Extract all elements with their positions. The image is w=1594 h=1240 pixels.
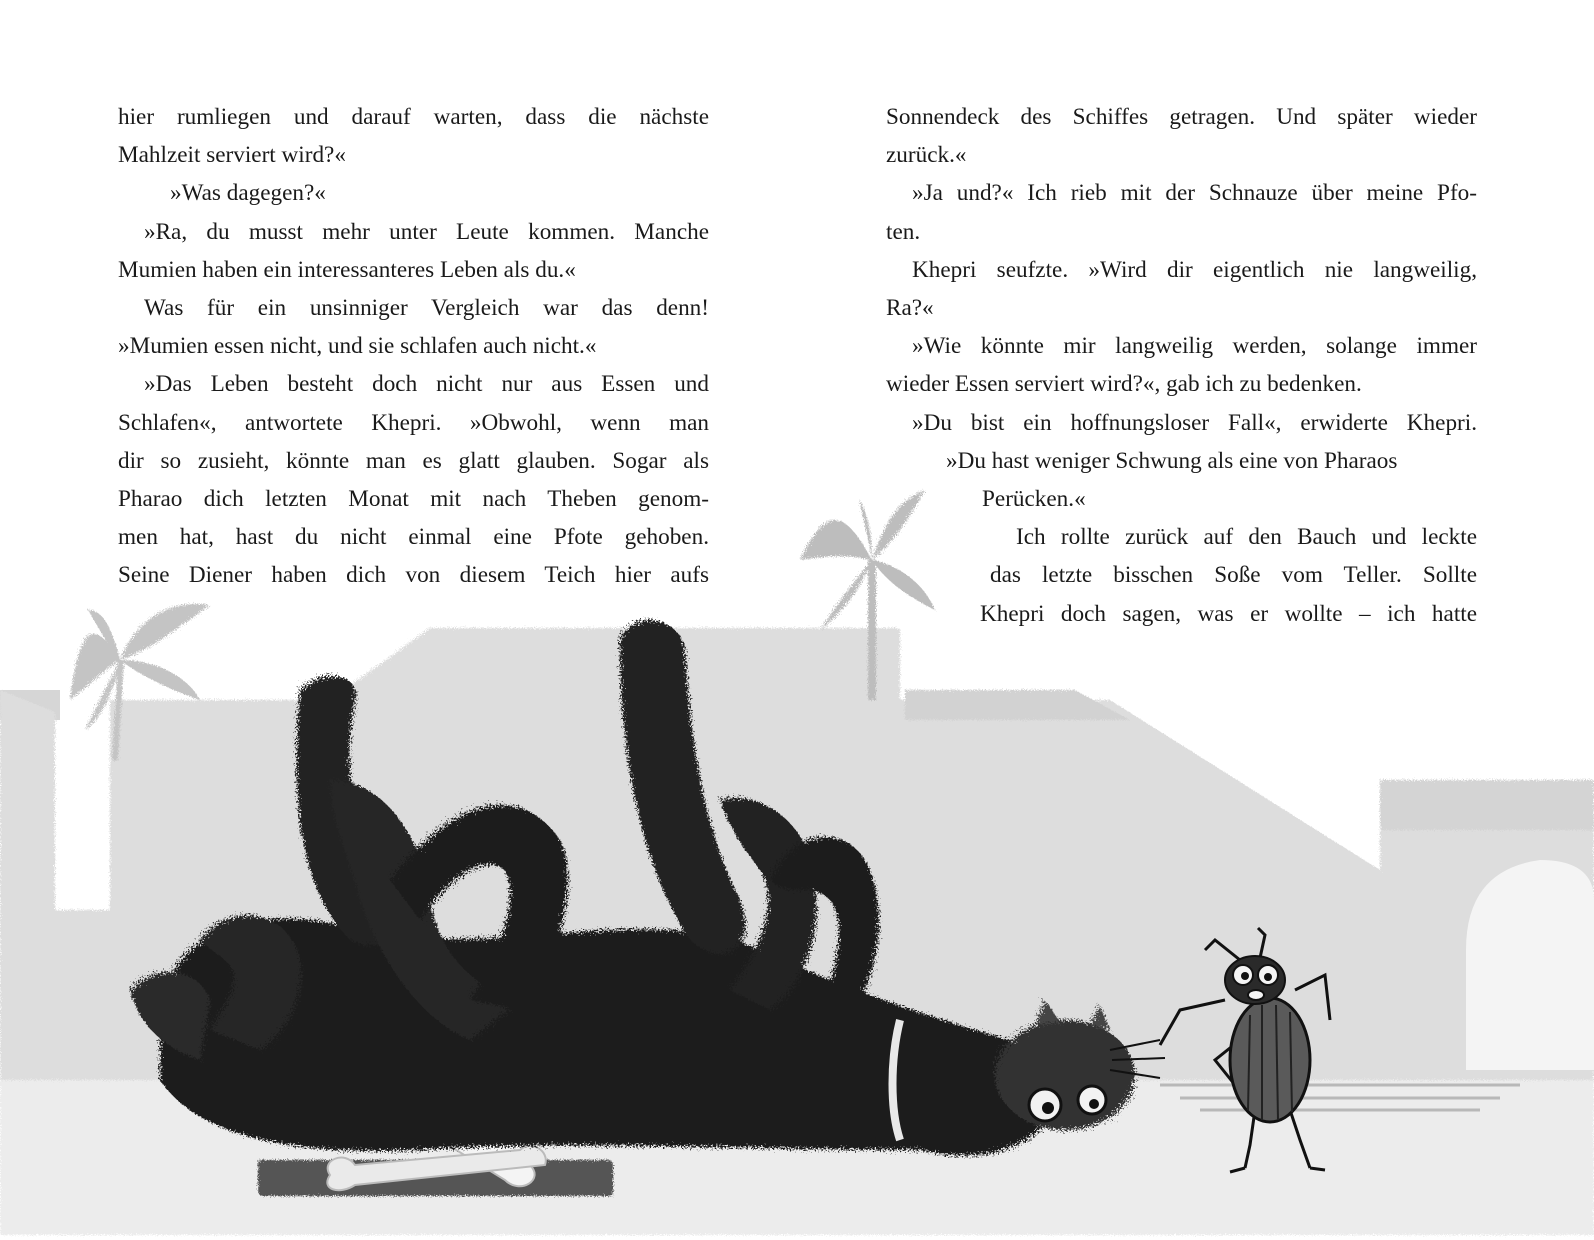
text-line: Ich rollte zurück auf den Bauch und leckte [1016, 524, 1477, 551]
text-line: wieder Essen serviert wird?«, gab ich zu bedenken. [886, 371, 1362, 398]
paragraph [886, 98, 1477, 174]
paragraph [118, 98, 709, 174]
text-line: Schlafen«, antwortete Khepri. »Obwohl, wenn man [118, 409, 709, 436]
paragraph [118, 365, 709, 594]
text-line: »Was dagegen?« [170, 180, 326, 207]
text-line: »Ra, du musst mehr unter Leute kommen. Manche [144, 218, 709, 245]
text-line: ten. [886, 218, 921, 245]
text-line: »Wie könnte mir langweilig werden, solange immer [912, 333, 1477, 360]
text-line: men hat, hast du nicht einmal eine Pfote gehoben. [118, 524, 709, 551]
paragraph [886, 174, 1477, 250]
text-line: »Du bist ein hoffnungsloser Fall«, erwiderte Khepri. [912, 409, 1477, 436]
text-line: Khepri seufzte. »Wird dir eigentlich nie langweilig, [912, 256, 1477, 283]
paragraph [886, 518, 1477, 633]
paragraph [886, 327, 1477, 403]
text-line: Seine Diener haben dich von diesem Teich hier aufs [118, 562, 709, 589]
text-line: Mumien haben ein interessanteres Leben als du.« [118, 256, 576, 283]
text-line: dir so zusieht, könnte man es glatt glauben. Sogar als [118, 447, 709, 474]
text-line: Mahlzeit serviert wird?« [118, 142, 346, 169]
paragraph [118, 289, 709, 365]
text-line: Ra?« [886, 295, 934, 322]
text-line: zurück.« [886, 142, 967, 169]
text-line: »Das Leben besteht doch nicht nur aus Essen und [144, 371, 709, 398]
text-line: Was für ein unsinniger Vergleich war das denn! [144, 295, 709, 322]
background-arch [1466, 860, 1594, 1070]
text-line: Perücken.« [982, 486, 1086, 513]
text-line: »Du hast weniger Schwung als eine von Pharaos [946, 447, 1398, 474]
right-page-text [886, 98, 1477, 633]
text-line: Pharao dich letzten Monat mit nach Theben genom- [118, 486, 709, 513]
paragraph [886, 251, 1477, 327]
paragraph [118, 213, 709, 289]
text-line: »Ja und?« Ich rieb mit der Schnauze über meine Pfo- [912, 180, 1477, 207]
text-line: hier rumliegen und darauf warten, dass die nächste [118, 104, 709, 130]
paragraph [118, 174, 709, 212]
left-page-text [118, 98, 709, 595]
text-line: Sonnendeck des Schiffes getragen. Und später wieder [886, 104, 1477, 130]
paragraph [886, 404, 1477, 519]
text-line: Khepri doch sagen, was er wollte – ich hatte [980, 600, 1477, 627]
text-line: »Mumien essen nicht, und sie schlafen auch nicht.« [118, 333, 597, 360]
text-line: das letzte bisschen Soße vom Teller. Sollte [990, 562, 1477, 589]
